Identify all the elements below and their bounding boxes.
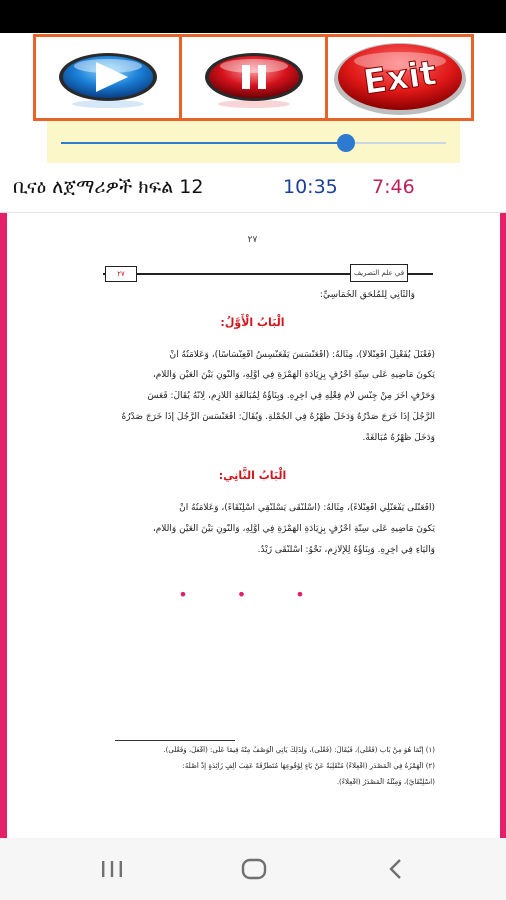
footnote: (اسْلِنْقَايٌ)، وَمِثْلُهُ الْمَصْدَرُ (افْعِلَاءً).	[336, 778, 435, 786]
book-page	[20, 213, 485, 838]
back-icon	[386, 857, 406, 881]
section-1-line: وَدَخَلَ ظَهْرُهُ مُبَالَغَةً.	[362, 433, 435, 443]
back-button[interactable]	[356, 838, 436, 900]
seek-bar[interactable]	[61, 142, 446, 144]
heading-2: الْبَابُ الثَّانِي:	[218, 469, 287, 482]
header-title-box: في علم التصريف	[350, 264, 408, 282]
home-button[interactable]	[214, 838, 294, 900]
header-page-box: ٢٧	[105, 266, 137, 282]
footnote: (١) إِنَّمَا هُوَ مِنْ بَابِ (فَعْلَى)، فَيُقَالُ: (فَعْلَى)، وَلِذَلِكَ يَأْتِي الْوَصْفُ مِنْهُ فِيمَا عَلَى: (أَفْعَلَ، وَفَعْلَى).	[163, 746, 435, 754]
status-bar	[0, 0, 506, 33]
page-edge-right	[500, 213, 506, 838]
play-button[interactable]	[36, 37, 182, 118]
section-1-line: الرَّجُلُ إِذَا خَرَجَ صَدْرُهُ وَدَخَلَ ظَهْرُهُ فِي الْجُمْلَةِ. وَيُقَالُ: اقْعَنْسَسَ الرَّجُلُ إِذَا خَرَجَ صَدْرُهُ	[121, 412, 435, 422]
section-2-line: (افْعَنْلَى يَفْعَنْلِي افْعِنْلَاءً)، مِثَالُهُ: (اسْلَنْقَى يَسْلَنْقِي اسْلِنْقَاءً)، وَعَلَامَتُهُ أَنْ	[179, 503, 435, 513]
lesson-title: ቢናዕ ለጀማሪዎች ክፍል 12	[13, 176, 204, 198]
play-icon	[56, 47, 160, 109]
section-divider-dots: • • •	[178, 585, 327, 604]
footnote-rule	[115, 740, 235, 741]
recents-button[interactable]	[72, 838, 152, 900]
section-2-line: وَالْيَاءِ فِي آخِرِهِ. وَبِنَاؤُهُ لِلْإِلَازِمِ، نَحْوُ: اسْلَنْقَى زَيْدٌ.	[257, 545, 435, 555]
page-viewer[interactable]	[0, 213, 506, 838]
exit-button[interactable]	[328, 37, 471, 118]
home-icon	[240, 857, 268, 881]
section-1-line: يَكُونَ مَاضِيهِ عَلَى سِتَّةِ أَحْرُفٍ بِزِيَادَةِ الْهَمْزَةِ فِي أَوَّلِهِ، وَالنُّونِ بَيْنَ الْعَيْنِ وَاللَّامِ،	[152, 370, 435, 380]
pause-button[interactable]	[182, 37, 328, 118]
page-number: ٢٧	[247, 235, 258, 245]
section-2-line: يَكُونَ مَاضِيهِ عَلَى سِتَّةِ أَحْرُفٍ بِزِيَادَةِ الْهَمْزَةِ فِي أَوَّلِهِ، وَالنُّونِ بَيْنَ الْعَيْنِ وَاللَّامِ،	[152, 524, 435, 534]
player-toolbar	[33, 34, 474, 121]
section-1-line: وَحَرْفٍ آخَرَ مِنْ جِنْسِ لَامِ فِعْلِهِ فِي آخِرِهِ. وَبِنَاؤُهُ لِمُبَالَغَةِ اللَّازِمِ، لِأَنَّهُ يُقَالُ: قَعَسَ	[147, 391, 435, 401]
seek-progress	[61, 142, 346, 144]
track-info	[0, 168, 506, 210]
current-time: 10:35	[283, 176, 338, 198]
intro-line: وَالثَّانِي لِلْمُلْحَقِ الْخُمَاسِيِّ:	[319, 290, 415, 300]
total-time: 7:46	[372, 176, 415, 198]
section-1-line: (فَعْنَلَ يُفَعْنِلُ افْعِنْلَالًا)، مِثَالُهُ: (اقْعَنْسَسَ يَقْعَنْسِسُ اقْعِنْسَاسًا)، وَعَلَامَتُهُ أَنْ	[169, 350, 435, 360]
pause-icon	[202, 47, 306, 109]
seek-thumb[interactable]	[337, 134, 355, 152]
exit-label: Exit	[360, 52, 439, 103]
recents-icon	[99, 859, 125, 879]
seek-area	[47, 121, 460, 163]
system-nav-bar	[0, 838, 506, 900]
footnote: (٢) الْهَمْزَةُ فِي الْمَصْدَرِ (افْعِلَاءً) مُنْقَلِبَةٌ عَنْ يَاءٍ لِوُقُوعِهَا مُتَطَرِّفَةً عَقِبَ أَلِفٍ زَائِدَةٍ إِذْ أَصْلُهُ:	[182, 762, 435, 770]
heading-1: الْبَابُ الْأَوَّلُ:	[220, 316, 285, 329]
page-edge-left	[0, 213, 7, 838]
exit-icon	[332, 39, 468, 117]
